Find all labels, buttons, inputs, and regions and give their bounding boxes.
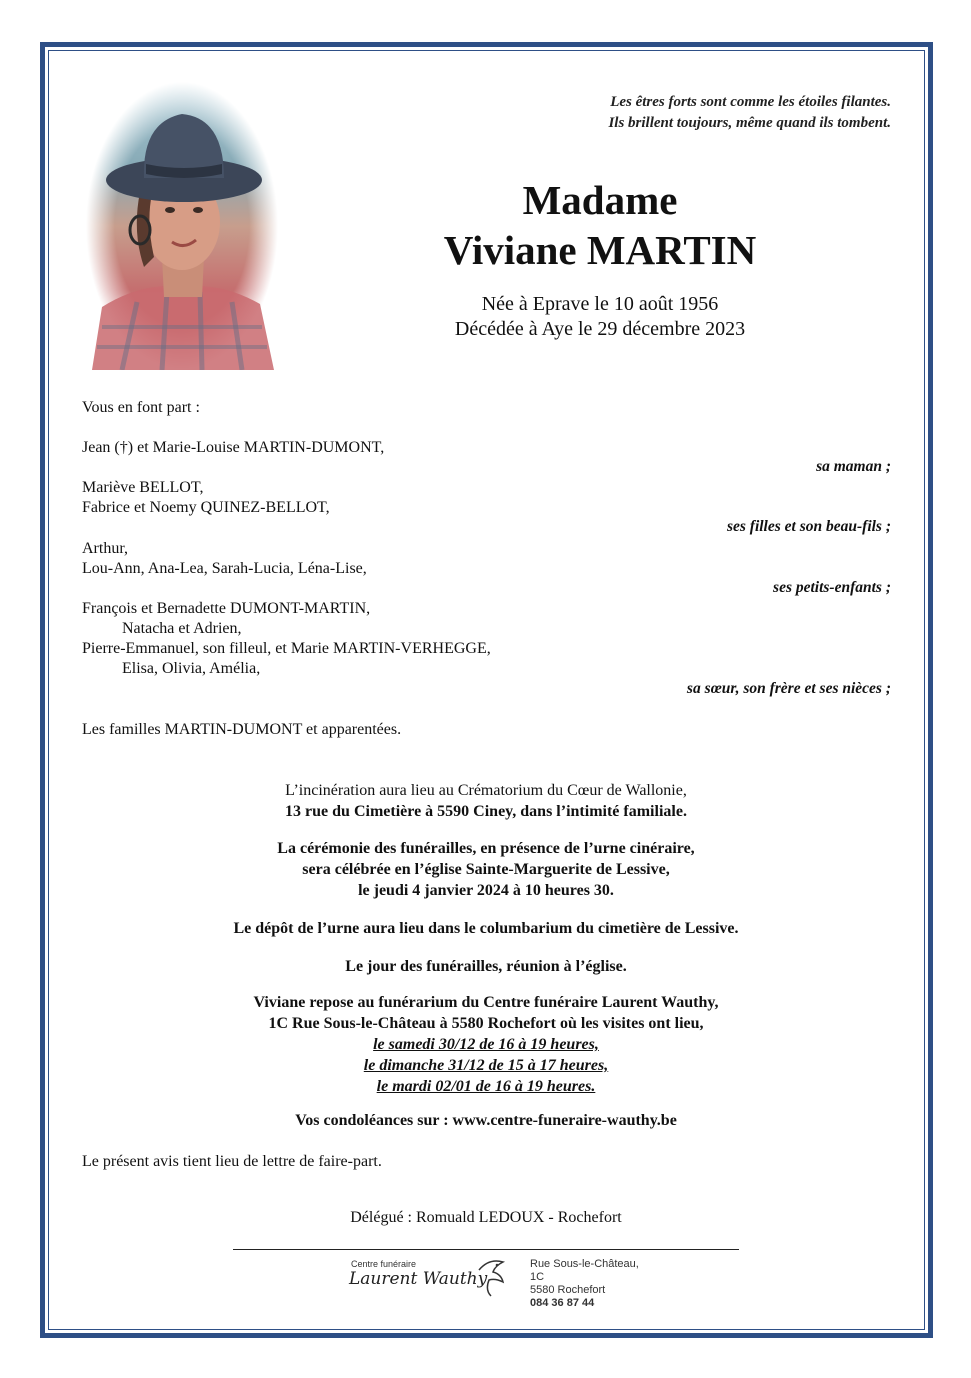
birth-line: Née à Eprave le 10 août 1956 [481, 293, 719, 315]
gathering-paragraph: Le jour des funérailles, réunion à l’église. [345, 958, 627, 975]
family-line: Fabrice et Noemy QUINEZ-BELLOT, [82, 499, 330, 516]
family-role-4: sa sœur, son frère et ses nièces ; [686, 680, 891, 697]
family-line: Elisa, Olivia, Amélia, [122, 660, 261, 677]
quote-line-2: Ils brillent toujours, même quand ils tombent. [608, 115, 891, 131]
families-line: Les familles MARTIN-DUMONT et apparentées. [82, 721, 402, 738]
intro-text: Vous en font part : [82, 399, 200, 416]
visit-time-2: le dimanche 31/12 de 15 à 17 heures, [363, 1057, 609, 1074]
quote [608, 92, 891, 134]
title-honorific: Madame [522, 177, 678, 223]
family-line: Arthur, [82, 540, 129, 557]
ceremony-line-2: sera célébrée en l’église Sainte-Marguerite de Lessive, [302, 861, 670, 878]
funeral-home-logo [345, 1256, 655, 1309]
life-dates [400, 292, 800, 342]
family-line: Mariève BELLOT, [82, 479, 204, 496]
deceased-name: Viviane MARTIN [443, 227, 757, 273]
address-line-1: Rue Sous-le-Château, 1C [530, 1258, 639, 1283]
family-role-3: ses petits-enfants ; [773, 579, 891, 596]
phone-number: 084 36 87 44 [530, 1297, 595, 1309]
logo-caption: Centre funéraire [351, 1259, 417, 1269]
family-line: Natacha et Adrien, [122, 620, 242, 637]
delegate-line: Délégué : Romuald LEDOUX - Rochefort [350, 1209, 622, 1226]
quote-line-1: Les êtres forts sont comme les étoiles filantes. [610, 94, 891, 110]
death-line: Décédée à Aye le 29 décembre 2023 [454, 318, 746, 340]
cremation-line-2: 13 rue du Cimetière à 5590 Ciney, dans l’intimité familiale. [285, 803, 687, 820]
family-line: Lou-Ann, Ana-Lea, Sarah-Lucia, Léna-Lise, [82, 560, 367, 577]
urn-paragraph: Le dépôt de l’urne aura lieu dans le columbarium du cimetière de Lessive. [233, 920, 739, 937]
family-group-3 [82, 539, 367, 579]
funerarium-line-2: 1C Rue Sous-le-Château à 5580 Rochefort où les visites ont lieu, [268, 1015, 704, 1032]
visit-time-1: le samedi 30/12 de 16 à 19 heures, [373, 1036, 599, 1053]
cremation-line-1: L’incinération aura lieu au Crématorium du Cœur de Wallonie, [285, 782, 687, 799]
family-group-2 [82, 478, 330, 518]
address-line-2: 5580 Rochefort [530, 1284, 606, 1296]
bird-emblem-icon [473, 1256, 509, 1298]
logo-script-name: Laurent Wauthy [349, 1269, 488, 1289]
ceremony-paragraph [82, 838, 890, 901]
cremation-paragraph [82, 780, 890, 822]
funerarium-paragraph [82, 992, 890, 1097]
family-role-2: ses filles et son beau-fils ; [726, 518, 891, 535]
condolences-line: Vos condoléances sur : www.centre-funeraire-wauthy.be [295, 1112, 677, 1129]
family-role-1: sa maman ; [816, 458, 891, 475]
ceremony-line-1: La cérémonie des funérailles, en présence de l’urne cinéraire, [277, 840, 695, 857]
funerarium-line-1: Viviane repose au funérarium du Centre funéraire Laurent Wauthy, [253, 994, 719, 1011]
portrait-photo [82, 82, 282, 370]
family-line: Pierre-Emmanuel, son filleul, et Marie MARTIN-VERHEGGE, [82, 640, 491, 657]
family-group-4 [82, 599, 491, 679]
family-group-1 [82, 438, 384, 458]
family-line: François et Bernadette DUMONT-MARTIN, [82, 600, 371, 617]
ceremony-line-3: le jeudi 4 janvier 2024 à 10 heures 30. [358, 882, 614, 899]
footer-divider [233, 1249, 739, 1250]
logo-address [530, 1258, 655, 1310]
family-line: Jean (†) et Marie-Louise MARTIN-DUMONT, [82, 439, 385, 456]
visit-time-3: le mardi 02/01 de 16 à 19 heures. [376, 1078, 596, 1095]
notice-line: Le présent avis tient lieu de lettre de faire-part. [82, 1153, 382, 1170]
